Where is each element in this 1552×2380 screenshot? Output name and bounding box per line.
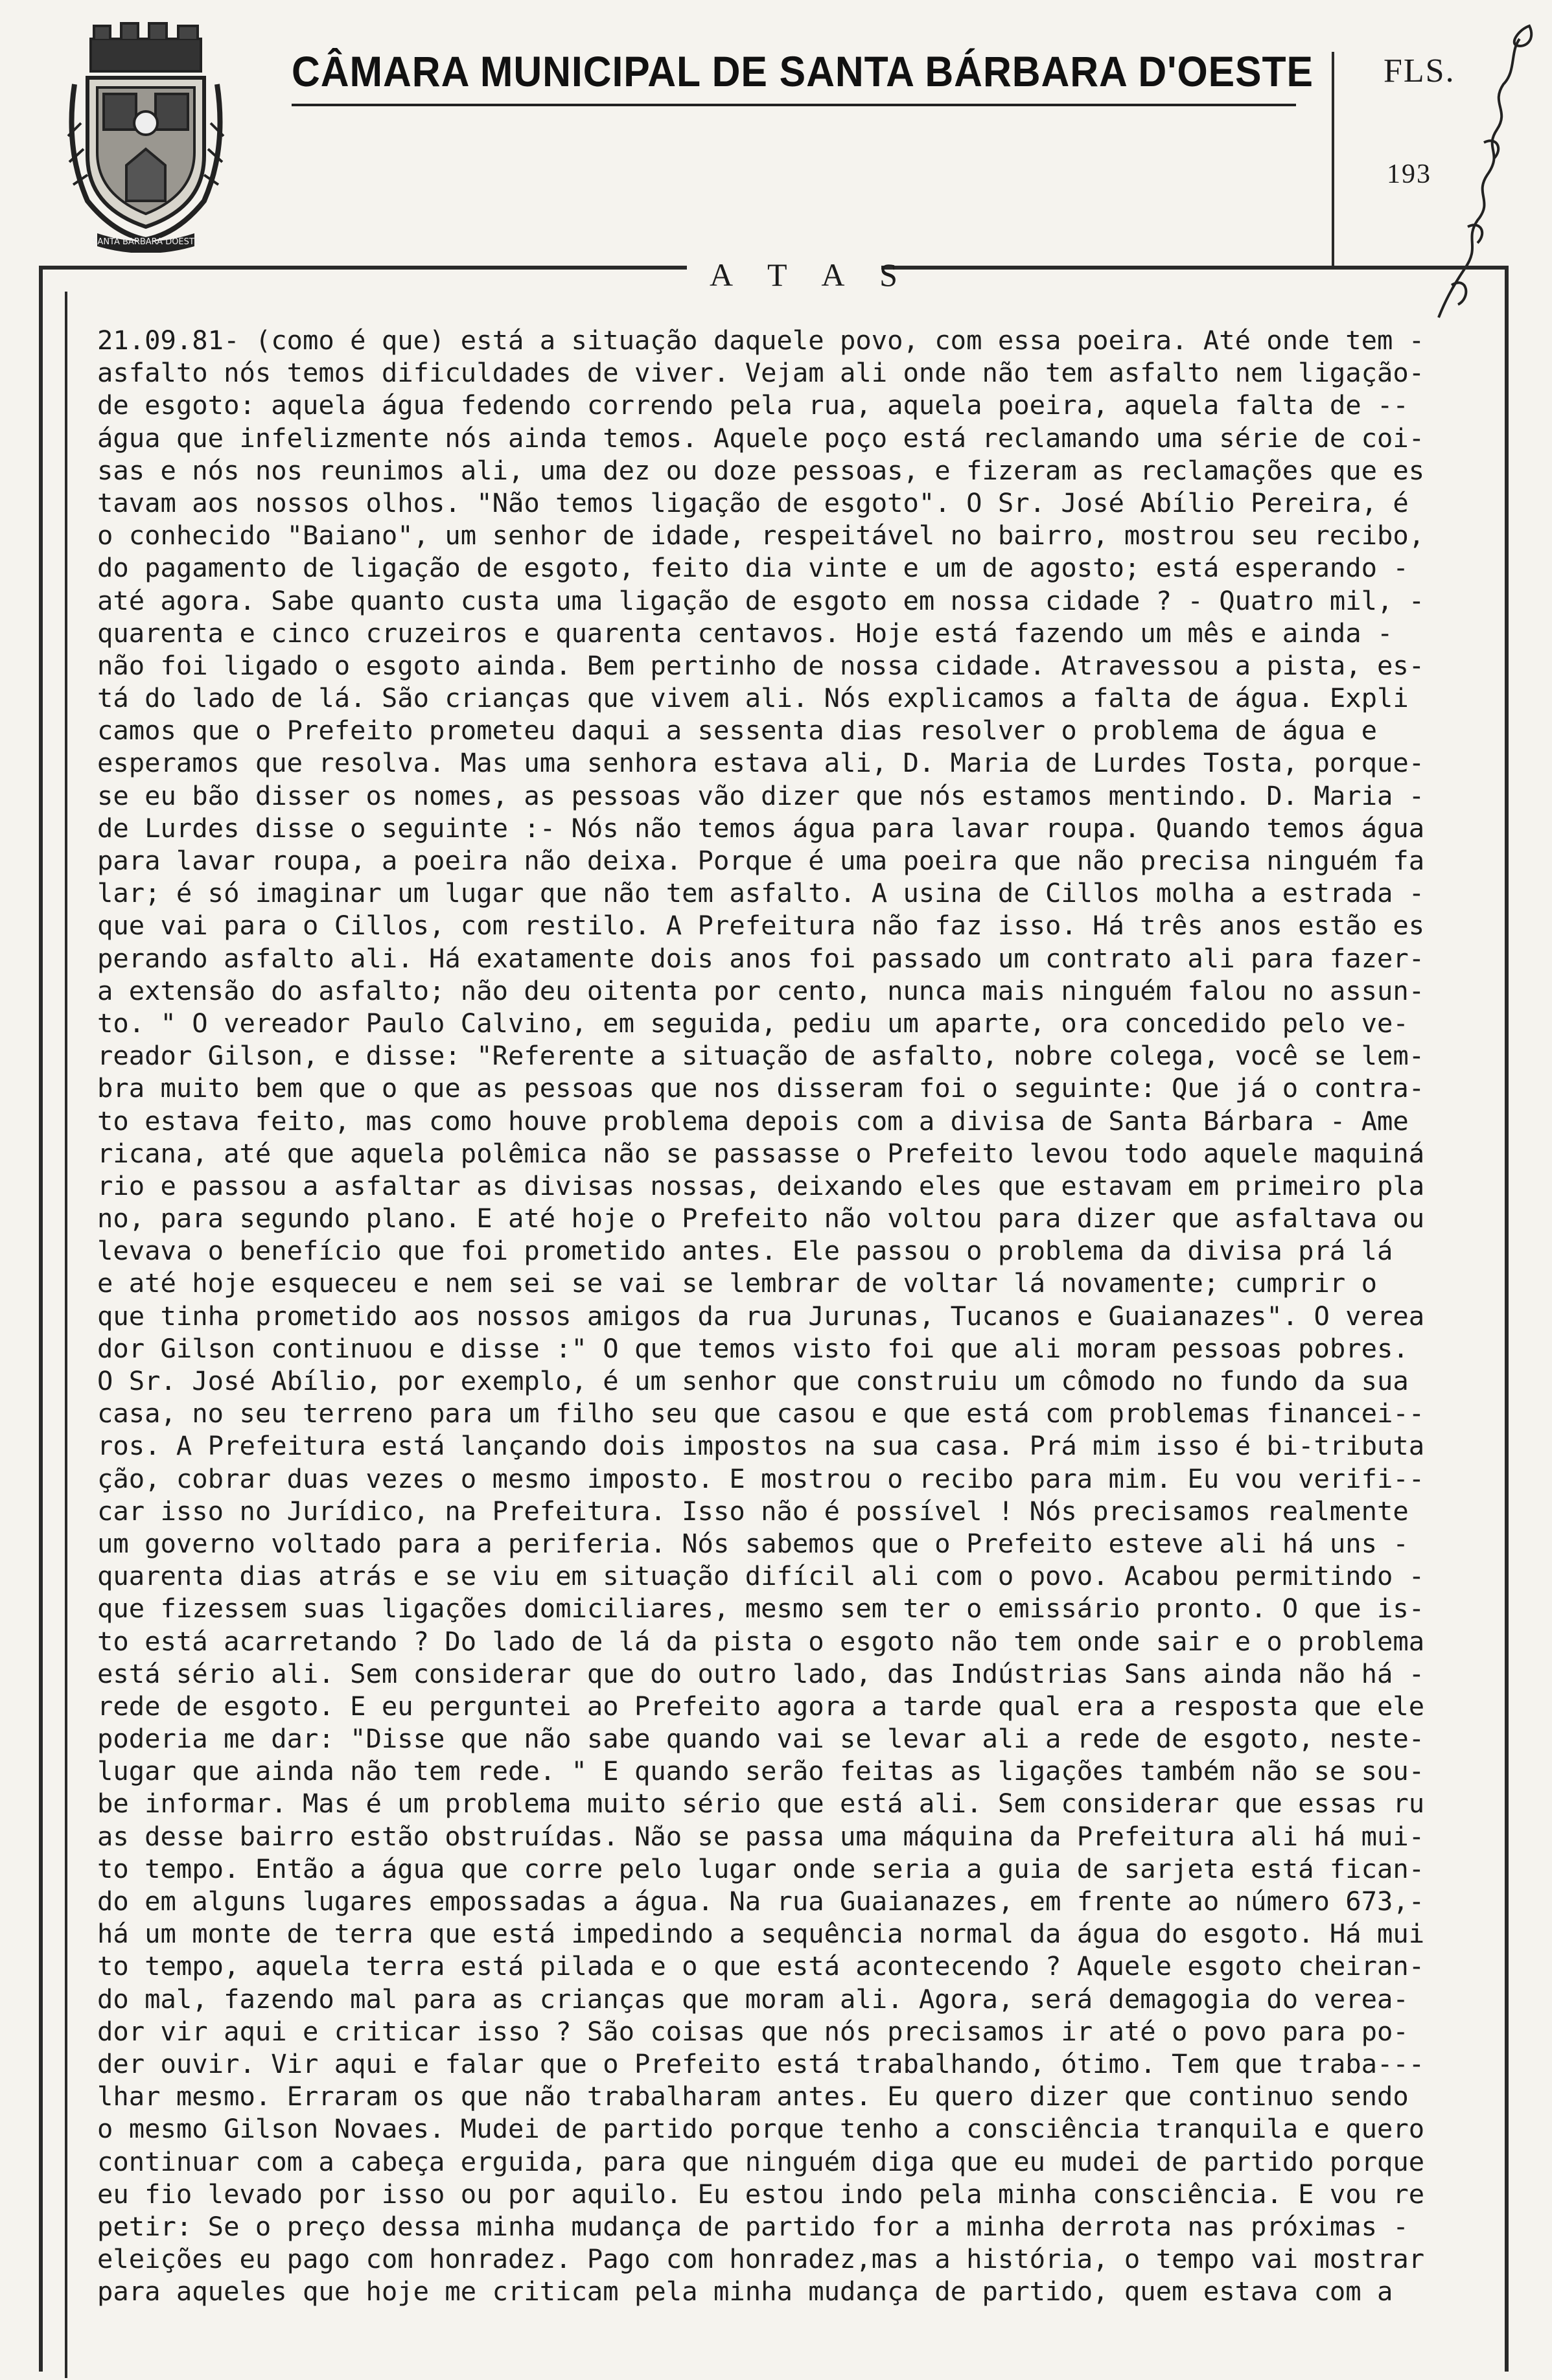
text-line: der ouvir. Vir aqui e falar que o Prefeito está trabalhando, ótimo. Tem que traba---: [97, 2048, 1425, 2079]
text-line: que tinha prometido aos nossos amigos da rua Jurunas, Tucanos e Guaianazes". O verea: [97, 1300, 1425, 1332]
minutes-body: [97, 324, 1471, 2307]
text-line: 21.09.81- (como é que) está a situação daquele povo, com essa poeira. Até onde tem -: [97, 325, 1425, 356]
text-line: se eu bão disser os nomes, as pessoas vão dizer que nós estamos mentindo. D. Maria -: [97, 780, 1425, 811]
text-line: to tempo, aquela terra está pilada e o que está acontecendo ? Aquele esgoto cheiran-: [97, 1950, 1425, 1982]
frame-top-left: [39, 266, 687, 270]
text-line: ricana, até que aquela polêmica não se passasse o Prefeito levou todo aquele maquiná: [97, 1137, 1425, 1169]
text-line: eleições eu pago com honradez. Pago com honradez,mas a história, o tempo vai mostrar: [97, 2243, 1425, 2275]
text-line: rede de esgoto. E eu perguntei ao Prefeito agora a tarde qual era a resposta que ele: [97, 1690, 1425, 1722]
text-line: reador Gilson, e disse: "Referente a situação de asfalto, nobre colega, você se lem-: [97, 1040, 1425, 1072]
text-line: do pagamento de ligação de esgoto, feito dia vinte e um de agosto; está esperando -: [97, 552, 1409, 584]
text-line: lugar que ainda não tem rede. " E quando serão feitas as ligações também não se sou-: [97, 1755, 1425, 1787]
text-line: de esgoto: aquela água fedendo correndo pela rua, aquela poeira, aquela falta de --: [97, 389, 1409, 421]
header-divider: [1332, 52, 1334, 266]
page-number: 193: [1387, 159, 1431, 189]
text-line: asfalto nós temos dificuldades de viver. Vejam ali onde não tem asfalto nem ligação-: [97, 357, 1425, 389]
text-line: ção, cobrar duas vezes o mesmo imposto. E mostrou o recibo para mim. Eu vou verifi--: [97, 1462, 1425, 1494]
text-line: um governo voltado para a periferia. Nós sabemos que o Prefeito esteve ali há uns -: [97, 1527, 1409, 1559]
text-line: sas e nós nos reunimos ali, uma dez ou doze pessoas, e fizeram as reclamações que es: [97, 454, 1425, 486]
title-underline: [292, 104, 1296, 106]
municipal-crest-icon: [62, 19, 230, 253]
text-line: para aqueles que hoje me criticam pela minha mudança de partido, quem estava com a: [97, 2276, 1393, 2307]
text-line: e até hoje esqueceu e nem sei se vai se lembrar de voltar lá novamente; cumprir o: [97, 1267, 1378, 1299]
text-line: be informar. Mas é um problema muito sério que está ali. Sem considerar que essas ru: [97, 1788, 1425, 1820]
text-line: para lavar roupa, a poeira não deixa. Porque é uma poeira que não precisa ninguém fa: [97, 845, 1425, 876]
text-line: perando asfalto ali. Há exatamente dois anos foi passado um contrato ali para fazer-: [97, 942, 1425, 974]
text-line: tá do lado de lá. São crianças que vivem ali. Nós explicamos a falta de água. Expli: [97, 682, 1409, 714]
text-line: está sério ali. Sem considerar que do outro lado, das Indústrias Sans ainda não há -: [97, 1658, 1425, 1689]
text-line: do mal, fazendo mal para as crianças que moram ali. Agora, será demagogia do verea-: [97, 1983, 1409, 2015]
svg-text:SANTA BARBARA DOESTE: SANTA BARBARA DOESTE: [91, 237, 200, 247]
text-line: dor Gilson continuou e disse :" O que temos visto foi que ali moram pessoas pobres.: [97, 1332, 1409, 1364]
text-line: eu fio levado por isso ou por aquilo. Eu estou indo pela minha consciência. E vou re: [97, 2178, 1425, 2210]
text-line: quarenta e cinco cruzeiros e quarenta centavos. Hoje está fazendo um mês e ainda -: [97, 617, 1393, 649]
text-line: lhar mesmo. Erraram os que não trabalharam antes. Eu quero dizer que continuo sendo: [97, 2081, 1409, 2112]
text-line: que fizessem suas ligações domiciliares, mesmo sem ter o emissário pronto. O que is-: [97, 1593, 1425, 1624]
frame-right: [1505, 266, 1509, 2372]
fls-label: FLS.: [1384, 52, 1455, 89]
text-line: lar; é só imaginar um lugar que não tem asfalto. A usina de Cillos molha a estrada -: [97, 877, 1425, 909]
handwritten-signature-icon: [1406, 13, 1549, 324]
text-line: que vai para o Cillos, com restilo. A Prefeitura não faz isso. Há três anos estão es: [97, 910, 1425, 942]
text-line: to está acarretando ? Do lado de lá da pista o esgoto não tem onde sair e o problema: [97, 1625, 1425, 1657]
text-line: quarenta dias atrás e se viu em situação difícil ali com o povo. Acabou permitindo -: [97, 1560, 1425, 1592]
text-line: as desse bairro estão obstruídas. Não se passa uma máquina da Prefeitura ali há mui-: [97, 1820, 1425, 1852]
text-line: to estava feito, mas como houve problema depois com a divisa de Santa Bárbara - Ame: [97, 1105, 1409, 1137]
text-line: casa, no seu terreno para um filho seu que casou e que está com problemas financei--: [97, 1398, 1425, 1429]
text-line: de Lurdes disse o seguinte :- Nós não temos água para lavar roupa. Quando temos água: [97, 812, 1425, 844]
text-line: to tempo. Então a água que corre pelo lugar onde seria a guia de sarjeta está fican-: [97, 1853, 1425, 1884]
text-line: no, para segundo plano. E até hoje o Prefeito não voltou para dizer que asfaltava ou: [97, 1203, 1425, 1234]
text-line: camos que o Prefeito prometeu daqui a sessenta dias resolver o problema de água e: [97, 715, 1378, 746]
text-line: O Sr. José Abílio, por exemplo, é um senhor que construiu um cômodo no fundo da sua: [97, 1365, 1409, 1396]
text-line: esperamos que resolva. Mas uma senhora estava ali, D. Maria de Lurdes Tosta, porque-: [97, 747, 1425, 779]
frame-top-right: [881, 266, 1509, 270]
text-line: petir: Se o preço dessa minha mudança de partido for a minha derrota nas próximas -: [97, 2210, 1409, 2242]
section-title: A T A S: [710, 257, 912, 293]
text-line: o mesmo Gilson Novaes. Mudei de partido porque tenho a consciência tranquila e quero: [97, 2113, 1425, 2145]
inner-frame-left: [65, 292, 67, 2378]
text-line: to. " O vereador Paulo Calvino, em seguida, pediu um aparte, ora concedido pelo ve-: [97, 1007, 1409, 1039]
text-line: dor vir aqui e criticar isso ? São coisas que nós precisamos ir até o povo para po-: [97, 2015, 1409, 2047]
text-line: há um monte de terra que está impedindo a sequência normal da água do esgoto. Há mui: [97, 1918, 1425, 1950]
text-line: continuar com a cabeça erguida, para que ninguém diga que eu mudei de partido porque: [97, 2145, 1425, 2177]
text-line: até agora. Sabe quanto custa uma ligação de esgoto em nossa cidade ? - Quatro mil, -: [97, 584, 1425, 616]
text-line: água que infelizmente nós ainda temos. Aquele poço está reclamando uma série de coi-: [97, 422, 1425, 454]
text-line: poderia me dar: "Disse que não sabe quando vai se levar ali a rede de esgoto, neste-: [97, 1723, 1425, 1755]
text-line: ros. A Prefeitura está lançando dois impostos na sua casa. Prá mim isso é bi-tributa: [97, 1430, 1425, 1462]
text-line: tavam aos nossos olhos. "Não temos ligação de esgoto". O Sr. José Abílio Pereira, é: [97, 487, 1409, 518]
text-line: levava o benefício que foi prometido antes. Ele passou o problema da divisa prá lá: [97, 1235, 1393, 1267]
institution-title: CÂMARA MUNICIPAL DE SANTA BÁRBARA D'OESTE: [292, 47, 1314, 95]
text-line: não foi ligado o esgoto ainda. Bem pertinho de nossa cidade. Atravessou a pista, es-: [97, 649, 1425, 681]
text-line: bra muito bem que o que as pessoas que nos disseram foi o seguinte: Que já o contra-: [97, 1072, 1425, 1104]
text-line: rio e passou a asfaltar as divisas nossas, deixando eles que estavam em primeiro pla: [97, 1170, 1425, 1201]
text-line: o conhecido "Baiano", um senhor de idade, respeitável no bairro, mostrou seu recibo,: [97, 520, 1425, 551]
text-line: do em alguns lugares empossadas a água. Na rua Guaianazes, em frente ao número 673,-: [97, 1886, 1425, 1917]
text-line: a extensão do asfalto; não deu oitenta por cento, nunca mais ninguém falou no assun-: [97, 975, 1425, 1006]
frame-left: [39, 266, 43, 2372]
text-line: car isso no Jurídico, na Prefeitura. Isso não é possível ! Nós precisamos realmente: [97, 1495, 1409, 1527]
